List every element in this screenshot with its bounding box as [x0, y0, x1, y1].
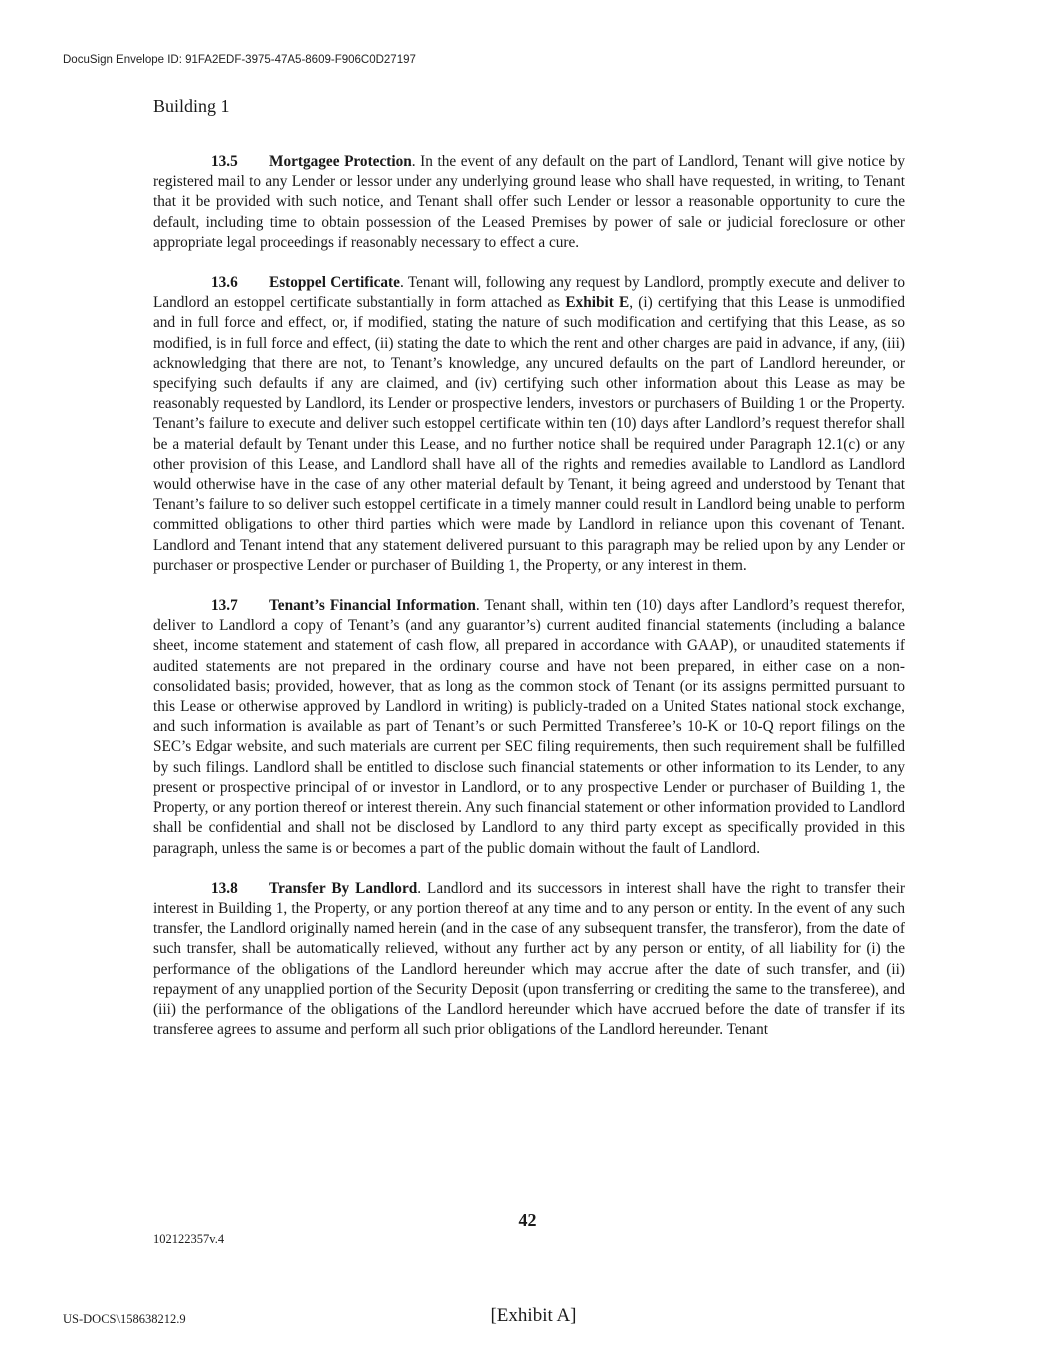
section-number: 13.7 — [211, 597, 238, 615]
section-text: . Tenant will, following any request by Landlord, promptly execute and deliver to Landlord an estoppel certificate substantially in form attached as — [153, 274, 905, 312]
section-title: Transfer By Landlord — [269, 879, 418, 897]
section-title: Mortgagee Protection — [269, 153, 412, 170]
section-13-7 — [153, 596, 905, 859]
section-13-6 — [153, 273, 905, 576]
docusign-envelope-id: DocuSign Envelope ID: 91FA2EDF-3975-47A5-8609-F906C0D27197 — [63, 54, 416, 66]
section-text: . Landlord and its successors in interest shall have the right to transfer their interest in Building 1, the Property, or any portion thereof at any time and to any person or entity. In the event of any such transfer, the Landlord originally named herein (and in the case of any subsequent transfer, the transferor), from the date of such transfer, shall be automatically relieved, without any further act by any person or entity, of all liability for (i) the performance of the obligations of the Landlord hereunder which may accrue after the date of such transfer, and (ii) repayment of any unapplied portion of the Security Deposit (upon transferring or crediting the same to the transferee), and (iii) the performance of the obligations of the Landlord hereunder which have accrued before the date of transfer if its transferee agrees to assume and perform all such prior obligations of the Landlord hereunder. Tenant — [153, 879, 905, 1039]
building-heading: Building 1 — [153, 96, 230, 116]
section-13-8 — [153, 879, 905, 1041]
section-number: 13.5 — [211, 153, 238, 170]
document-id: US-DOCS\158638212.9 — [63, 1312, 186, 1326]
section-title: Estoppel Certificate — [269, 274, 400, 292]
section-number: 13.6 — [211, 274, 238, 292]
section-text: . In the event of any default on the part of Landlord, Tenant will give notice by registered mail to any Lender or lessor under any underlying ground lease who shall have requested, in writing, to Tenant that it be provided with such notice, and Tenant shall offer such Lender or lessor a reasonable opportunity to cure the default, including time to obtain possession of the Leased Premises by power of sale or judicial foreclosure or other appropriate legal proceedings if reasonably necessary to effect a cure. — [153, 153, 905, 251]
section-text: . Tenant shall, within ten (10) days after Landlord’s request therefor, deliver to Landlord a copy of Tenant’s (and any guarantor’s) current audited financial statements (including a balance sheet, income statement and statement of cash flow, all prepared in accordance with GAAP), or unaudited statements if audited statements are not prepared in the ordinary course and have not been prepared, in either case on a non-consolidated basis; provided, however, that as long as the common stock of Tenant (or its assigns permitted pursuant to this Lease or otherwise approved by Landlord in writing) is publicly-traded on a United States national stock exchange, and such information is available as part of Tenant’s or such Permitted Transferee’s 10-K or 10-Q report filings on the SEC’s Edgar website, and such materials are current per SEC filing requirements, then such requirement shall be fulfilled by such filings. Landlord shall be entitled to disclose such financial statements or other information to its Lender, to any present or prospective principal of or investor in Landlord, or to any prospective Lender or purchaser of Building 1, the Property, or any portion thereof or interest therein. Any such financial statement or other information provided to Landlord shall be confidential and shall not be disclosed by Landlord to any third party except as specifically provided in this paragraph, unless the same is or becomes a part of the public domain without the fault of Landlord. — [153, 597, 906, 857]
exhibit-label: [Exhibit A] — [490, 1305, 577, 1326]
exhibit-reference: Exhibit E — [565, 294, 630, 312]
page-number: 42 — [518, 1210, 537, 1230]
section-title: Tenant’s Financial Information — [269, 597, 476, 615]
section-number: 13.8 — [211, 879, 238, 897]
document-version: 102122357v.4 — [153, 1232, 225, 1246]
section-13-5 — [153, 152, 905, 253]
lease-body — [153, 152, 905, 1060]
section-text-continued: , (i) certifying that this Lease is unmodified and in full force and effect, or, if modified, stating the nature of such modification and certifying that this Lease, as so modified, is in full force and effect, (ii) stating the date to which the rent and other charges are paid in advance, if any, (iii) acknowledging that there are not, to Tenant’s knowledge, any uncured defaults on the part of Landlord hereunder, or specifying such defaults if any are claimed, and (iv) certifying such other information about this Lease as may be reasonably requested by Landlord, its Lender or prospective lenders, investors or purchasers of Building 1 or the Property. Tenant’s failure to execute and deliver such estoppel certificate within ten (10) days after Landlord’s request therefor shall be a material default by Tenant under this Lease, and no further notice shall be required under Paragraph 12.1(c) or any other provision of this Lease, and Landlord shall have all of the rights and remedies available to Landlord as Landlord would otherwise have in the case of any other material default by Tenant, it being agreed and understood by Tenant that Tenant’s failure to so deliver such estoppel certificate in a timely manner could result in Landlord being unable to perform committed obligations to other third parties which were made by Landlord in reliance upon this covenant of Tenant. Landlord and Tenant intend that any statement delivered pursuant to this paragraph may be relied upon by any Lender or purchaser or prospective Lender or purchaser of Building 1, the Property, or any interest in them. — [153, 294, 905, 574]
